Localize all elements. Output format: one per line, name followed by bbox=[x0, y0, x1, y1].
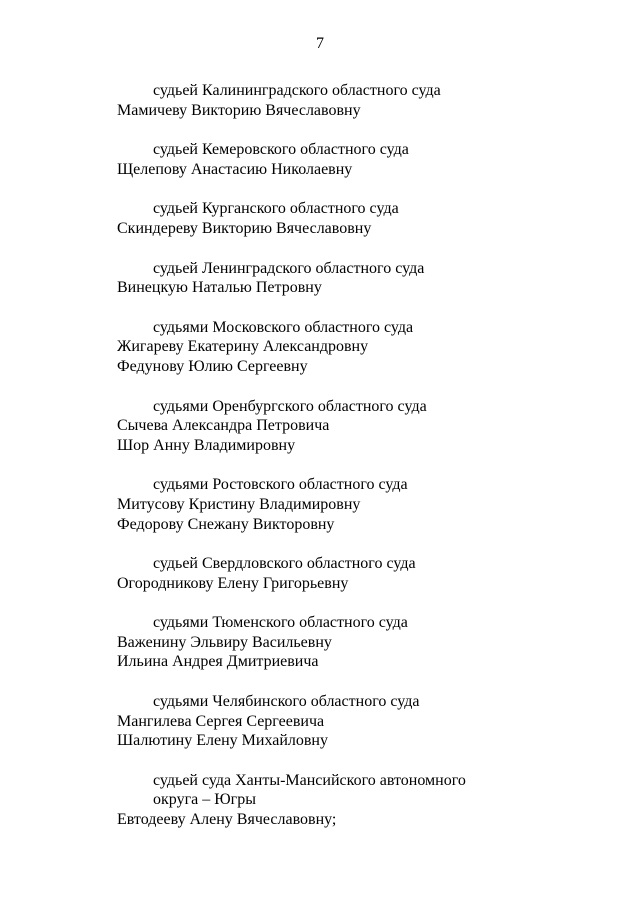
judge-name: Винецкую Наталью Петровну bbox=[117, 279, 322, 297]
appointment-block bbox=[117, 397, 597, 456]
court-heading: судьями Оренбургского областного суда bbox=[153, 397, 427, 415]
appointment-block bbox=[117, 81, 597, 120]
judge-name: Шалютину Елену Михайловну bbox=[117, 732, 328, 750]
judge-name: Щелепову Анастасию Николаевну bbox=[117, 160, 353, 178]
court-heading: судьей Ленинградского областного суда bbox=[153, 259, 425, 277]
judge-name: Митусову Кристину Владимировну bbox=[117, 495, 361, 513]
court-heading: судьями Ростовского областного суда bbox=[153, 476, 408, 494]
court-heading: судьями Тюменского областного суда bbox=[153, 614, 408, 632]
court-heading: судьями Московского областного суда bbox=[153, 318, 414, 336]
judge-name: Мамичеву Викторию Вячеславовну bbox=[117, 101, 361, 119]
court-heading: судьей Свердловского областного суда bbox=[153, 555, 416, 573]
judge-name: Ильина Андрея Дмитриевича bbox=[117, 653, 319, 671]
appointment-block bbox=[117, 475, 597, 534]
judge-name: Сычева Александра Петровича bbox=[117, 417, 330, 435]
appointment-block bbox=[117, 199, 597, 238]
judge-name: Шор Анну Владимировну bbox=[117, 436, 296, 454]
appointment-block bbox=[117, 259, 597, 298]
appointment-block bbox=[117, 692, 597, 751]
court-heading: судьей суда Ханты-Мансийского автономного bbox=[153, 771, 466, 789]
court-heading-continuation: округа – Югры bbox=[153, 791, 256, 809]
judge-name: Огородникову Елену Григорьевну bbox=[117, 574, 349, 592]
judge-name: Важенину Эльвиру Васильевну bbox=[117, 633, 332, 651]
appointment-block bbox=[117, 554, 597, 593]
appointment-block bbox=[117, 771, 597, 830]
court-heading: судьей Калининградского областного суда bbox=[153, 82, 441, 99]
appointment-block bbox=[117, 140, 597, 179]
judge-name: Федорову Снежану Викторовну bbox=[117, 515, 335, 533]
page-number: 7 bbox=[316, 35, 324, 52]
court-heading: судьей Курганского областного суда bbox=[153, 200, 399, 218]
judge-name: Евтодееву Алену Вячеславовну; bbox=[117, 811, 337, 829]
judge-name: Мангилева Сергея Сергеевича bbox=[117, 712, 325, 730]
court-heading: судьями Челябинского областного суда bbox=[153, 693, 420, 711]
judge-name: Федунову Юлию Сергеевну bbox=[117, 357, 308, 375]
appointments-list bbox=[117, 81, 597, 850]
judge-name: Скиндереву Викторию Вячеславовну bbox=[117, 219, 372, 237]
appointment-block bbox=[117, 613, 597, 672]
judge-name: Жигареву Екатерину Александровну bbox=[117, 338, 369, 356]
court-heading: судьей Кемеровского областного суда bbox=[153, 141, 409, 159]
appointment-block bbox=[117, 318, 597, 377]
